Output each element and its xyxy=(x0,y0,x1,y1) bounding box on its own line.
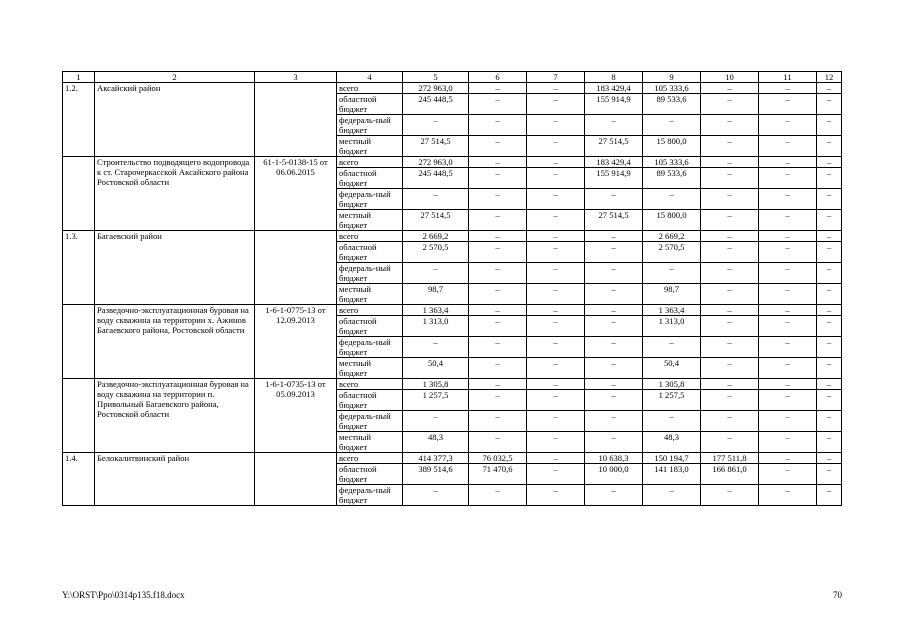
amount-cell: – xyxy=(527,210,585,231)
amount-cell: – xyxy=(817,83,842,94)
amount-cell: – xyxy=(643,115,701,136)
amount-cell: 27 514,5 xyxy=(403,136,469,157)
amount-cell: – xyxy=(759,305,817,316)
table-row xyxy=(63,83,842,94)
amount-cell: – xyxy=(759,168,817,189)
amount-cell: – xyxy=(701,358,759,379)
amount-cell: 98,7 xyxy=(643,284,701,305)
column-number-cell: 8 xyxy=(585,72,643,83)
amount-cell: – xyxy=(527,94,585,115)
amount-cell: – xyxy=(701,210,759,231)
amount-cell: – xyxy=(469,231,527,242)
amount-cell: – xyxy=(585,411,643,432)
amount-cell: – xyxy=(701,263,759,284)
amount-cell: 10 638,3 xyxy=(585,453,643,464)
funding-source-label: местный бюджет xyxy=(337,284,403,305)
funding-source-label: федераль-ный бюджет xyxy=(337,189,403,210)
amount-cell: – xyxy=(817,284,842,305)
amount-cell: – xyxy=(759,337,817,358)
amount-cell: – xyxy=(585,231,643,242)
amount-cell: – xyxy=(527,157,585,168)
table-row xyxy=(63,453,842,464)
document-number: 1-6-1-0775-13 от 12.09.2013 xyxy=(255,305,337,379)
amount-cell: – xyxy=(701,136,759,157)
amount-cell: – xyxy=(585,242,643,263)
table-row xyxy=(63,231,842,242)
item-name: Строительство подводящего водопровода к ст. Старочеркасской Аксайского района Ростовской области xyxy=(95,157,255,231)
amount-cell: – xyxy=(585,337,643,358)
item-number xyxy=(63,379,95,453)
column-number-cell: 3 xyxy=(255,72,337,83)
amount-cell: – xyxy=(403,485,469,506)
amount-cell: 150 194,7 xyxy=(643,453,701,464)
amount-cell: – xyxy=(759,136,817,157)
amount-cell: – xyxy=(817,485,842,506)
amount-cell: 105 333,6 xyxy=(643,83,701,94)
amount-cell: 27 514,5 xyxy=(585,210,643,231)
amount-cell: – xyxy=(817,411,842,432)
column-number-cell: 7 xyxy=(527,72,585,83)
amount-cell: 155 914,9 xyxy=(585,94,643,115)
table-row xyxy=(63,379,842,390)
amount-cell: – xyxy=(817,210,842,231)
item-number xyxy=(63,157,95,231)
amount-cell: – xyxy=(759,316,817,337)
amount-cell: 48,3 xyxy=(403,432,469,453)
amount-cell: – xyxy=(527,358,585,379)
item-name: Аксайский район xyxy=(95,83,255,157)
amount-cell: – xyxy=(585,189,643,210)
amount-cell: – xyxy=(759,94,817,115)
amount-cell: – xyxy=(817,316,842,337)
amount-cell: 1 363,4 xyxy=(643,305,701,316)
amount-cell: – xyxy=(527,485,585,506)
amount-cell: 1 257,5 xyxy=(643,390,701,411)
amount-cell: – xyxy=(403,337,469,358)
funding-source-label: областной бюджет xyxy=(337,464,403,485)
amount-cell: – xyxy=(701,390,759,411)
amount-cell: – xyxy=(817,337,842,358)
amount-cell: – xyxy=(469,284,527,305)
amount-cell: – xyxy=(817,464,842,485)
amount-cell: – xyxy=(759,464,817,485)
amount-cell: – xyxy=(469,94,527,115)
funding-source-label: местный бюджет xyxy=(337,432,403,453)
amount-cell: – xyxy=(817,168,842,189)
amount-cell: – xyxy=(469,390,527,411)
funding-source-label: всего xyxy=(337,231,403,242)
amount-cell: 272 963,0 xyxy=(403,83,469,94)
amount-cell: – xyxy=(469,263,527,284)
amount-cell: – xyxy=(817,115,842,136)
amount-cell: – xyxy=(817,263,842,284)
amount-cell: – xyxy=(527,411,585,432)
amount-cell: – xyxy=(759,358,817,379)
amount-cell: – xyxy=(527,136,585,157)
amount-cell: – xyxy=(527,231,585,242)
amount-cell: – xyxy=(759,432,817,453)
amount-cell: – xyxy=(403,263,469,284)
amount-cell: – xyxy=(817,432,842,453)
amount-cell: – xyxy=(585,284,643,305)
amount-cell: 155 914,9 xyxy=(585,168,643,189)
amount-cell: 1 305,8 xyxy=(643,379,701,390)
amount-cell: 27 514,5 xyxy=(403,210,469,231)
amount-cell: 10 000,0 xyxy=(585,464,643,485)
amount-cell: – xyxy=(759,242,817,263)
funding-source-label: федераль-ный бюджет xyxy=(337,485,403,506)
funding-source-label: всего xyxy=(337,157,403,168)
amount-cell: 15 800,0 xyxy=(643,210,701,231)
funding-source-label: всего xyxy=(337,305,403,316)
amount-cell: – xyxy=(527,189,585,210)
amount-cell: – xyxy=(527,284,585,305)
funding-source-label: федераль-ный бюджет xyxy=(337,115,403,136)
table-row xyxy=(63,157,842,168)
item-number xyxy=(63,305,95,379)
amount-cell: – xyxy=(643,189,701,210)
amount-cell: – xyxy=(759,379,817,390)
amount-cell: – xyxy=(527,464,585,485)
amount-cell: 27 514,5 xyxy=(585,136,643,157)
amount-cell: – xyxy=(701,242,759,263)
amount-cell: – xyxy=(759,263,817,284)
amount-cell: – xyxy=(701,168,759,189)
amount-cell: 141 183,0 xyxy=(643,464,701,485)
amount-cell: – xyxy=(759,453,817,464)
amount-cell: – xyxy=(527,305,585,316)
amount-cell: 15 800,0 xyxy=(643,136,701,157)
amount-cell: – xyxy=(701,94,759,115)
amount-cell: – xyxy=(701,379,759,390)
footer-page-number: 70 xyxy=(833,590,842,600)
funding-source-label: областной бюджет xyxy=(337,316,403,337)
amount-cell: – xyxy=(527,83,585,94)
amount-cell: – xyxy=(585,115,643,136)
funding-source-label: областной бюджет xyxy=(337,242,403,263)
amount-cell: – xyxy=(643,485,701,506)
amount-cell: – xyxy=(469,242,527,263)
amount-cell: – xyxy=(817,189,842,210)
amount-cell: 1 363,4 xyxy=(403,305,469,316)
amount-cell: – xyxy=(701,432,759,453)
amount-cell: 183 429,4 xyxy=(585,157,643,168)
amount-cell: – xyxy=(759,411,817,432)
amount-cell: – xyxy=(759,485,817,506)
column-number-cell: 2 xyxy=(95,72,255,83)
amount-cell: – xyxy=(585,316,643,337)
amount-cell: 2 570,5 xyxy=(403,242,469,263)
item-name: Разведочно-эксплуатационная буровая на воду скважина на территории п. Привольный Багаевского района, Ростовской области xyxy=(95,379,255,453)
item-name: Багаевский район xyxy=(95,231,255,305)
amount-cell: – xyxy=(701,316,759,337)
document-number xyxy=(255,231,337,305)
amount-cell: 245 448,5 xyxy=(403,94,469,115)
amount-cell: – xyxy=(759,83,817,94)
amount-cell: – xyxy=(403,115,469,136)
amount-cell: 48,3 xyxy=(643,432,701,453)
funding-source-label: областной бюджет xyxy=(337,168,403,189)
amount-cell: – xyxy=(527,168,585,189)
document-number xyxy=(255,83,337,157)
amount-cell: – xyxy=(643,263,701,284)
amount-cell: – xyxy=(759,231,817,242)
amount-cell: – xyxy=(817,136,842,157)
amount-cell: – xyxy=(403,411,469,432)
column-number-cell: 12 xyxy=(817,72,842,83)
amount-cell: – xyxy=(759,284,817,305)
amount-cell: – xyxy=(469,136,527,157)
amount-cell: – xyxy=(527,242,585,263)
amount-cell: 166 861,0 xyxy=(701,464,759,485)
amount-cell: – xyxy=(817,94,842,115)
funding-source-label: федераль-ный бюджет xyxy=(337,263,403,284)
funding-source-label: местный бюджет xyxy=(337,358,403,379)
amount-cell: 183 429,4 xyxy=(585,83,643,94)
amount-cell: – xyxy=(643,337,701,358)
amount-cell: – xyxy=(469,316,527,337)
amount-cell: 76 032,5 xyxy=(469,453,527,464)
amount-cell: – xyxy=(469,337,527,358)
funding-source-label: местный бюджет xyxy=(337,136,403,157)
item-name: Белокалитвинский район xyxy=(95,453,255,506)
column-number-cell: 10 xyxy=(701,72,759,83)
amount-cell: – xyxy=(759,189,817,210)
amount-cell: – xyxy=(759,210,817,231)
amount-cell: – xyxy=(701,284,759,305)
amount-cell: – xyxy=(469,432,527,453)
amount-cell: 1 257,5 xyxy=(403,390,469,411)
amount-cell: 98,7 xyxy=(403,284,469,305)
item-name: Разведочно-эксплуатационная буровая на воду скважина на территории х. Ажинов Багаевского района, Ростовской области xyxy=(95,305,255,379)
amount-cell: – xyxy=(817,242,842,263)
amount-cell: – xyxy=(469,157,527,168)
amount-cell: – xyxy=(759,115,817,136)
amount-cell: – xyxy=(469,189,527,210)
item-number: 1.4. xyxy=(63,453,95,506)
amount-cell: 1 313,0 xyxy=(643,316,701,337)
amount-cell: – xyxy=(527,316,585,337)
amount-cell: – xyxy=(759,390,817,411)
amount-cell: 71 470,6 xyxy=(469,464,527,485)
table-row xyxy=(63,305,842,316)
amount-cell: – xyxy=(817,231,842,242)
funding-source-label: местный бюджет xyxy=(337,210,403,231)
amount-cell: – xyxy=(701,189,759,210)
amount-cell: – xyxy=(585,432,643,453)
amount-cell: 389 514,6 xyxy=(403,464,469,485)
document-number xyxy=(255,453,337,506)
funding-source-label: федераль-ный бюджет xyxy=(337,337,403,358)
document-number: 1-6-1-0735-13 от 05.09.2013 xyxy=(255,379,337,453)
funding-source-label: всего xyxy=(337,379,403,390)
amount-cell: 414 377,3 xyxy=(403,453,469,464)
amount-cell: 105 333,6 xyxy=(643,157,701,168)
amount-cell: 50,4 xyxy=(643,358,701,379)
amount-cell: – xyxy=(817,390,842,411)
footer-file-path: Y:\ORST\Ppo\0314p135.f18.docx xyxy=(62,590,185,600)
item-number: 1.3. xyxy=(63,231,95,305)
column-number-cell: 1 xyxy=(63,72,95,83)
column-number-row xyxy=(63,72,842,83)
amount-cell: – xyxy=(585,263,643,284)
amount-cell: – xyxy=(469,83,527,94)
amount-cell: – xyxy=(701,411,759,432)
amount-cell: – xyxy=(527,379,585,390)
column-number-cell: 9 xyxy=(643,72,701,83)
amount-cell: – xyxy=(469,411,527,432)
amount-cell: – xyxy=(585,379,643,390)
amount-cell: – xyxy=(469,358,527,379)
amount-cell: – xyxy=(527,453,585,464)
amount-cell: 89 533,6 xyxy=(643,94,701,115)
amount-cell: – xyxy=(469,379,527,390)
amount-cell: 2 669,2 xyxy=(643,231,701,242)
amount-cell: – xyxy=(527,432,585,453)
amount-cell: – xyxy=(585,305,643,316)
amount-cell: – xyxy=(469,115,527,136)
amount-cell: – xyxy=(403,189,469,210)
amount-cell: 1 313,0 xyxy=(403,316,469,337)
amount-cell: – xyxy=(701,305,759,316)
amount-cell: – xyxy=(817,453,842,464)
amount-cell: – xyxy=(527,337,585,358)
amount-cell: 2 669,2 xyxy=(403,231,469,242)
amount-cell: 89 533,6 xyxy=(643,168,701,189)
amount-cell: – xyxy=(759,157,817,168)
amount-cell: – xyxy=(527,390,585,411)
amount-cell: – xyxy=(701,157,759,168)
amount-cell: – xyxy=(469,305,527,316)
amount-cell: – xyxy=(643,411,701,432)
amount-cell: – xyxy=(527,115,585,136)
amount-cell: – xyxy=(701,115,759,136)
document-number: 61-1-5-0138-15 от 06.06.2015 xyxy=(255,157,337,231)
funding-source-label: областной бюджет xyxy=(337,94,403,115)
column-number-cell: 6 xyxy=(469,72,527,83)
amount-cell: – xyxy=(585,358,643,379)
funding-source-label: всего xyxy=(337,83,403,94)
amount-cell: – xyxy=(585,390,643,411)
funding-source-label: областной бюджет xyxy=(337,390,403,411)
amount-cell: 50,4 xyxy=(403,358,469,379)
amount-cell: – xyxy=(701,485,759,506)
amount-cell: – xyxy=(701,83,759,94)
amount-cell: 272 963,0 xyxy=(403,157,469,168)
amount-cell: 245 448,5 xyxy=(403,168,469,189)
column-number-cell: 5 xyxy=(403,72,469,83)
amount-cell: – xyxy=(469,168,527,189)
amount-cell: – xyxy=(469,210,527,231)
amount-cell: – xyxy=(817,305,842,316)
amount-cell: – xyxy=(701,231,759,242)
amount-cell: – xyxy=(527,263,585,284)
amount-cell: – xyxy=(817,358,842,379)
amount-cell: 1 305,8 xyxy=(403,379,469,390)
column-number-cell: 11 xyxy=(759,72,817,83)
amount-cell: – xyxy=(469,485,527,506)
amount-cell: 2 570,5 xyxy=(643,242,701,263)
amount-cell: – xyxy=(585,485,643,506)
amount-cell: – xyxy=(817,157,842,168)
amount-cell: – xyxy=(817,379,842,390)
funding-source-label: федераль-ный бюджет xyxy=(337,411,403,432)
item-number: 1.2. xyxy=(63,83,95,157)
amount-cell: 177 511,8 xyxy=(701,453,759,464)
column-number-cell: 4 xyxy=(337,72,403,83)
amount-cell: – xyxy=(701,337,759,358)
funding-source-label: всего xyxy=(337,453,403,464)
financing-table xyxy=(62,71,842,506)
